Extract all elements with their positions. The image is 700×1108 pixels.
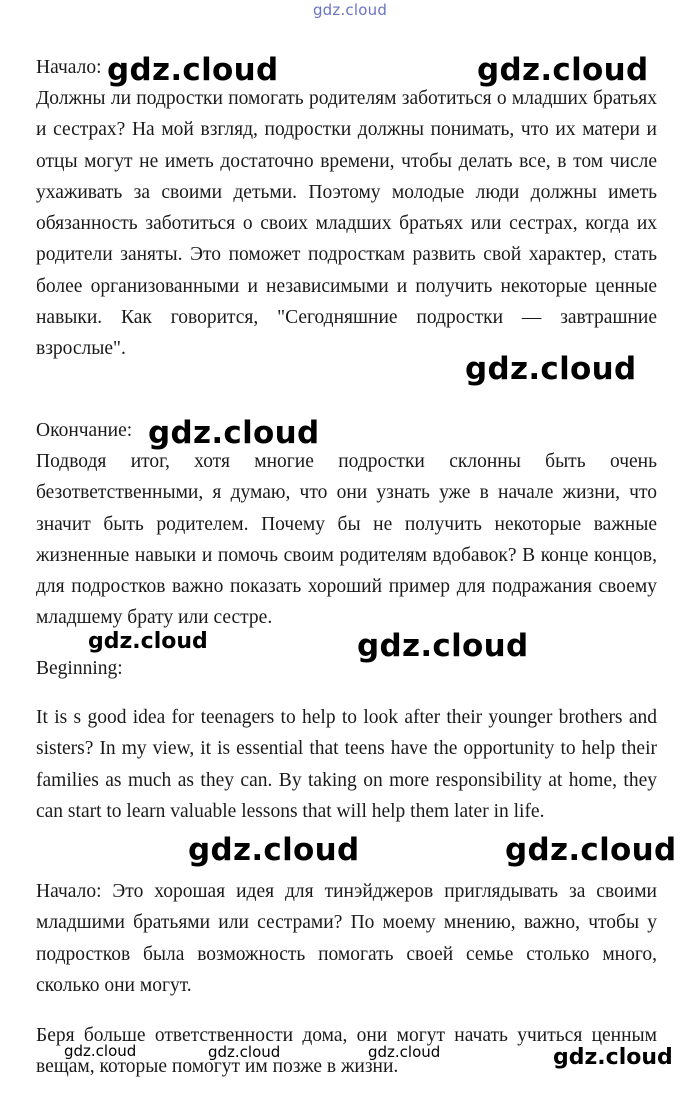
watermark: gdz.cloud [188, 832, 360, 868]
watermark: gdz.cloud [368, 1043, 441, 1061]
ru-conclusion-label: Окончание: [36, 420, 133, 441]
watermark: gdz.cloud [208, 1043, 281, 1061]
watermark: gdz.cloud [553, 1045, 673, 1070]
watermark: gdz.cloud [107, 52, 279, 88]
en-beginning-paragraph: It is s good idea for teenagers to help to look after their younger brothers and sisters? In my view, it is essential that teens have the opportunity to help their families as much as they can. By taking on more responsibility at home, they can start to learn valuable lessons that will help them later in life. [36, 707, 657, 822]
header-watermark: gdz.cloud [312, 1, 388, 19]
watermark: gdz.cloud [465, 351, 637, 387]
ru-translation-paragraph-2: Беря больше ответственности дома, они могут начать учиться ценным вещам, которые помогут им позже в жизни. [36, 1025, 657, 1078]
ru-intro-label: Начало: [36, 57, 102, 78]
ru-intro-paragraph: Должны ли подростки помогать родителям заботиться о младших братьях и сестрах? На мой взгляд, подростки должны понимать, что их матери и отцы могут не иметь достаточно времени, чтобы делать все, в том числе ухаживать за своими детьми. Поэтому молодые люди должны иметь обязанность заботиться о своих младших братьях или сестрах, когда их родители заняты. Это поможет подросткам развить свой характер, стать более организованными и независимыми и получить некоторые ценные навыки. Как говорится, "Сегодняшние подростки — завтрашние взрослые". [36, 88, 657, 360]
watermark: gdz.cloud [505, 832, 677, 868]
ru-conclusion-paragraph: Подводя итог, хотя многие подростки склонны быть очень безответственными, я думаю, что они узнать уже в начале жизни, что значит быть родителем. Почему бы не получить некоторые важные жизненные навыки и помочь своим родителям вдобавок? В конце концов, для подростков важно показать хороший пример для подражания своему младшему брату или сестре. [36, 451, 657, 629]
watermark: gdz.cloud [88, 629, 208, 654]
watermark: gdz.cloud [148, 415, 320, 451]
ru-translation-paragraph: Начало: Это хорошая идея для тинэйджеров приглядывать за своими младшими братьями или сестрами? По моему мнению, важно, чтобы у подростков была возможность помогать своей семье столько много, сколько они могут. [36, 881, 657, 996]
watermark: gdz.cloud [64, 1042, 137, 1060]
watermark: gdz.cloud [477, 52, 649, 88]
en-beginning-label: Beginning: [36, 658, 123, 679]
watermark: gdz.cloud [357, 628, 529, 664]
